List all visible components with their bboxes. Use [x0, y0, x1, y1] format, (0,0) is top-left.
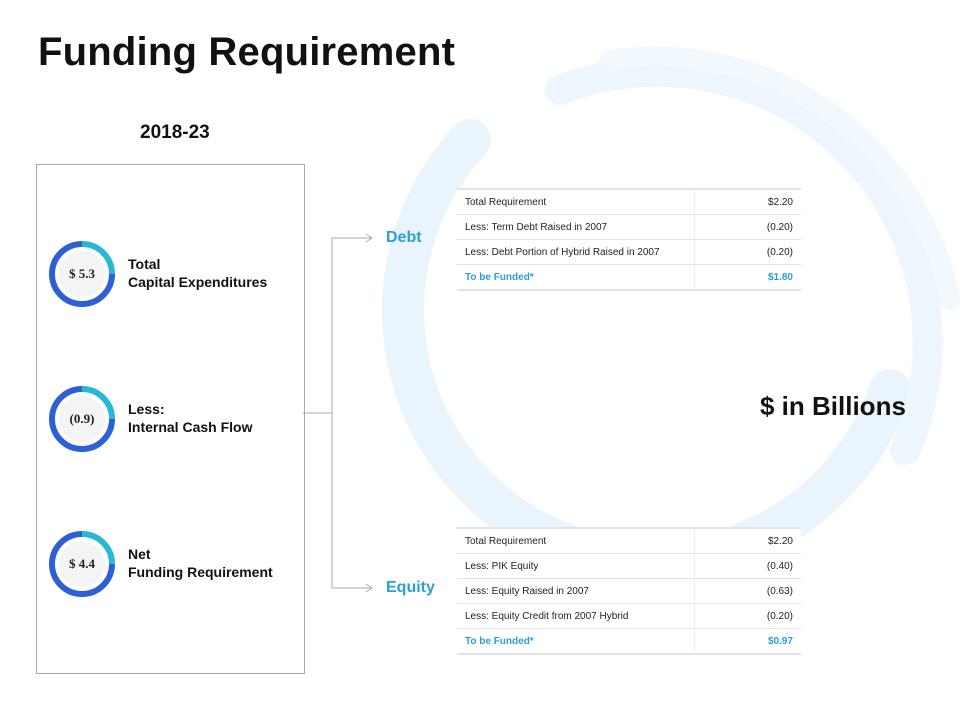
table-total-row [457, 629, 801, 655]
metric-label-line2: Internal Cash Flow [128, 419, 253, 435]
equity-table [457, 527, 801, 655]
debt-label: Debt [386, 229, 422, 246]
row-value: $2.20 [695, 528, 802, 554]
row-item: Less: Equity Credit from 2007 Hybrid [457, 604, 695, 629]
table-row [457, 189, 801, 215]
metric-label-line2: Capital Expenditures [128, 274, 268, 290]
table-row [457, 554, 801, 579]
metric-label-line1: Total [128, 256, 161, 272]
table-row [457, 215, 801, 240]
total-item: To be Funded* [457, 629, 695, 655]
metric-value: (0.9) [69, 411, 95, 426]
slide-title: Funding Requirement [38, 30, 456, 74]
equity-label: Equity [386, 579, 435, 596]
row-value: (0.40) [695, 554, 802, 579]
row-value: (0.63) [695, 579, 802, 604]
total-value: $1.80 [695, 265, 802, 291]
metric-value: $ 4.4 [69, 556, 95, 571]
row-value: (0.20) [695, 604, 802, 629]
row-item: Total Requirement [457, 528, 695, 554]
row-item: Less: Equity Raised in 2007 [457, 579, 695, 604]
metric-value: $ 5.3 [69, 266, 95, 281]
period-label: 2018-23 [140, 122, 210, 143]
row-value: (0.20) [695, 215, 802, 240]
table-row [457, 579, 801, 604]
metric-label-line1: Net [128, 546, 151, 562]
table-row [457, 604, 801, 629]
metric-label-line1: Less: [128, 401, 165, 417]
row-item: Less: Term Debt Raised in 2007 [457, 215, 695, 240]
total-item: To be Funded* [457, 265, 695, 291]
table-row [457, 528, 801, 554]
table-row [457, 240, 801, 265]
row-value: $2.20 [695, 189, 802, 215]
total-value: $0.97 [695, 629, 802, 655]
table-total-row [457, 265, 801, 291]
units-label: $ in Billions [760, 391, 906, 421]
row-item: Less: PIK Equity [457, 554, 695, 579]
debt-table [457, 188, 801, 291]
row-value: (0.20) [695, 240, 802, 265]
metric-label-line2: Funding Requirement [128, 564, 273, 580]
row-item: Total Requirement [457, 189, 695, 215]
row-item: Less: Debt Portion of Hybrid Raised in 2007 [457, 240, 695, 265]
